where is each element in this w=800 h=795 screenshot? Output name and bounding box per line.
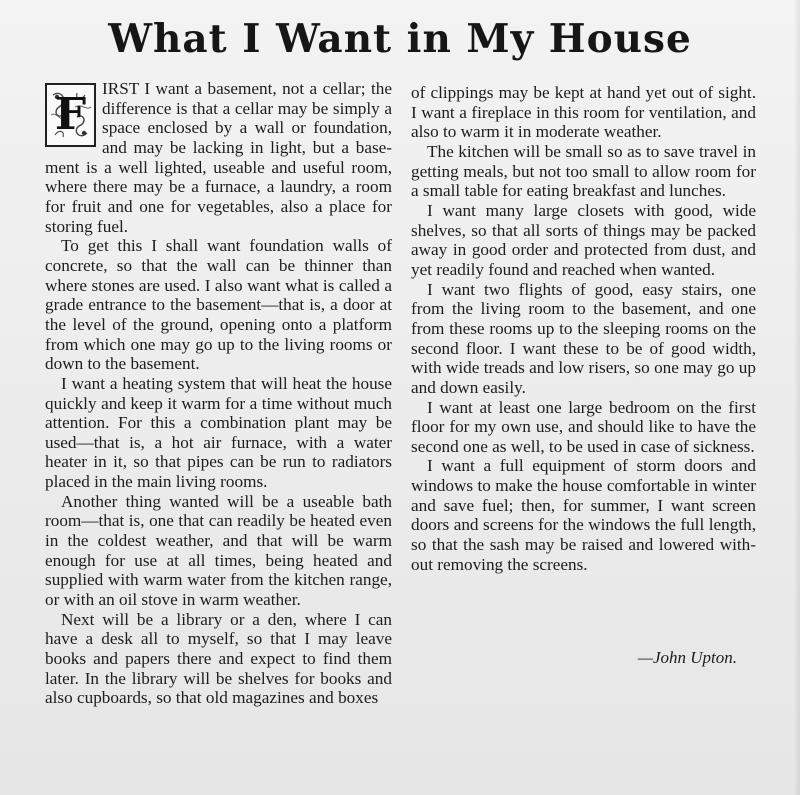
article-title: What I Want in My House [108,16,692,62]
paragraph: The kitchen will be small so as to save travel in getting meals, but not too small to allow room for a small table for eating breakfast and lunches. [411,141,756,201]
paragraph: Another thing wanted will be a useable bath room—that is, one that can readily be heated even in the coldest weather, and that will be warm enough for use at all times, being heated and supplied with warm water from the kitchen range, or with an oil stove in warm weather. [45,491,392,610]
paragraph-continued: of clippings may be kept at hand yet out of sight. I want a fireplace in this room for ventilation, and also to warm it in moderate weather. [411,83,756,142]
ornamental-dropcap [45,83,96,147]
author-signature: —John Upton. [637,648,737,667]
page-edge-shadow [794,0,800,795]
paragraph: I want at least one large bedroom on the first floor for my own use, and should like to have the second one as well, to be used in case of sickness. [411,397,756,456]
dropcap-letter: F [54,89,87,140]
paragraph-text: IRST I want a basement, not a cellar; the difference is that a cellar may be simply a space enclosed by a wall or foundation, and may be lacking in light, but a basement is a well lighted, useable and useful room, where there may be a furnace, a laundry, a room for fruit and one for vegetables, also a place for storing fuel. [45,79,392,236]
paragraph: I want a full equipment of storm doors and windows to make the house comfortable in winter and save fuel; then, for summer, I want screen doors and screens for the windows the full length, so that the sash may be raised and lowered without removing the screens. [411,456,756,574]
paragraph: To get this I shall want foundation walls of concrete, so that the wall can be thinner than where stones are used. I also want what is called a grade entrance to the basement—that is, a door at the level of the ground, opening onto a platform from which one may go up to the living rooms or down to the basement. [45,236,392,374]
paragraph: I want many large closets with good, wide shelves, so that all sorts of things may be packed away in good order and protected from dust, and yet readily found and reached when wanted. [411,200,756,279]
paragraph: I want a heating system that will heat the house quickly and keep it warm for a time without much attention. For this a combination plant may be used—that is, a hot air furnace, with a water heater in it, so that pipes can be run to radiators placed in the main living rooms. [45,373,392,492]
paragraph: Next will be a library or a den, where I can have a desk all to myself, so that I may leave books and papers there and expect to find them later. In the library will be shelves for books and also cupboards, so that old magazines and boxes [45,609,392,708]
right-column [411,83,756,574]
left-column [45,79,392,708]
paragraph: I want two flights of good, easy stairs, one from the living room to the basement, and one from these rooms up to the sleeping rooms on the second floor. I want these to be of good width, with wide treads and low risers, so one may go up and down easily. [411,279,756,397]
paragraph-intro [45,79,392,236]
